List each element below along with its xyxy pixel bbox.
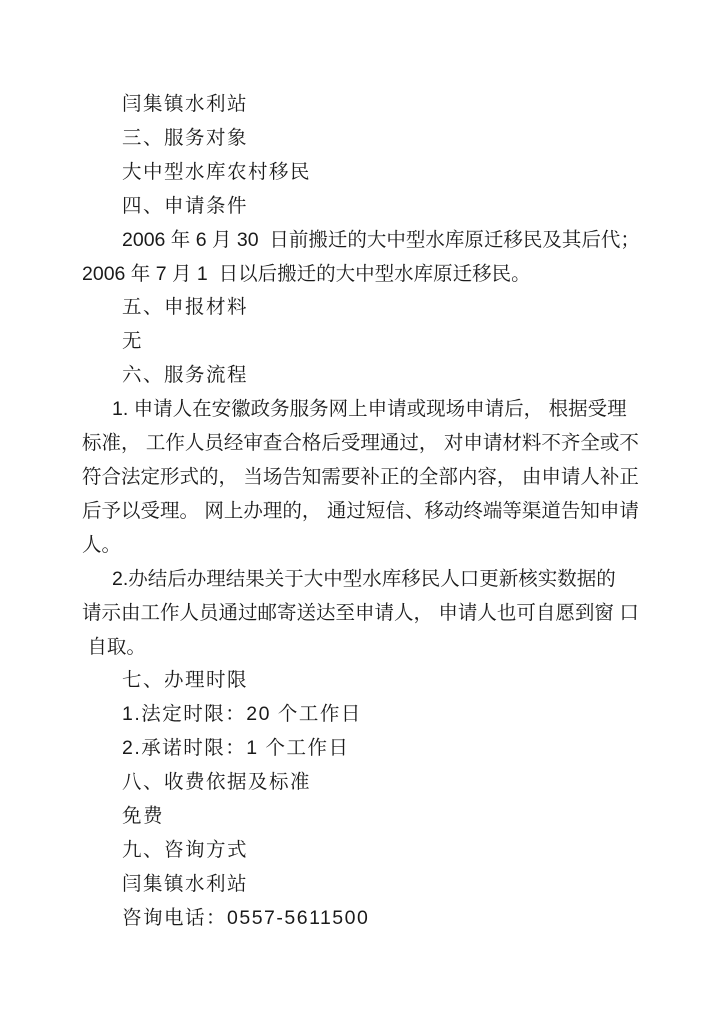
text-line: 自取。 <box>82 635 146 658</box>
text-line: 免费 <box>122 805 165 828</box>
text-line: 请示由工作人员通过邮寄送达至申请人， 申请人也可自愿到窗 口 <box>82 601 639 624</box>
text-line: 九、咨询方式 <box>122 838 249 861</box>
text-line: 后予以受理。 网上办理的， 通过短信、移动终端等渠道告知申请 <box>82 499 639 522</box>
text-line: 符合法定形式的， 当场告知需要补正的全部内容， 由申请人补正 <box>82 465 639 488</box>
text-line: 三、服务对象 <box>122 126 249 149</box>
text-line: 闫集镇水利站 <box>122 93 249 115</box>
text-line: 标准， 工作人员经审查合格后受理通过， 对申请材料不齐全或不 <box>82 432 639 455</box>
text-line: 四、申请条件 <box>122 194 249 217</box>
text-line: 人。 <box>82 533 122 556</box>
text-line: 1. 申请人在安徽政务服务网上申请或现场申请后， 根据受理 <box>112 398 627 421</box>
text-line: 2.承诺时限：1 个工作日 <box>122 737 350 760</box>
text-line: 1.法定时限：20 个工作日 <box>122 703 362 726</box>
text-line: 大中型水库农村移民 <box>122 160 312 183</box>
text-line: 2006 年 6 月 30 日前搬迁的大中型水库原迁移民及其后代； <box>122 228 640 251</box>
document-body <box>82 88 654 936</box>
text-line: 2006 年 7 月 1 日以后搬迁的大中型水库原迁移民。 <box>82 262 531 285</box>
text-line: 六、服务流程 <box>122 364 249 387</box>
text-line: 咨询电话：0557-5611500 <box>122 906 370 929</box>
text-line: 七、办理时限 <box>122 669 249 692</box>
text-line: 无 <box>122 330 144 353</box>
text-line: 闫集镇水利站 <box>122 872 249 895</box>
text-line: 五、申报材料 <box>122 296 249 319</box>
text-line: 2.办结后办理结果关于大中型水库移民人口更新核实数据的 <box>112 567 616 590</box>
text-line: 八、收费依据及标准 <box>122 771 312 794</box>
